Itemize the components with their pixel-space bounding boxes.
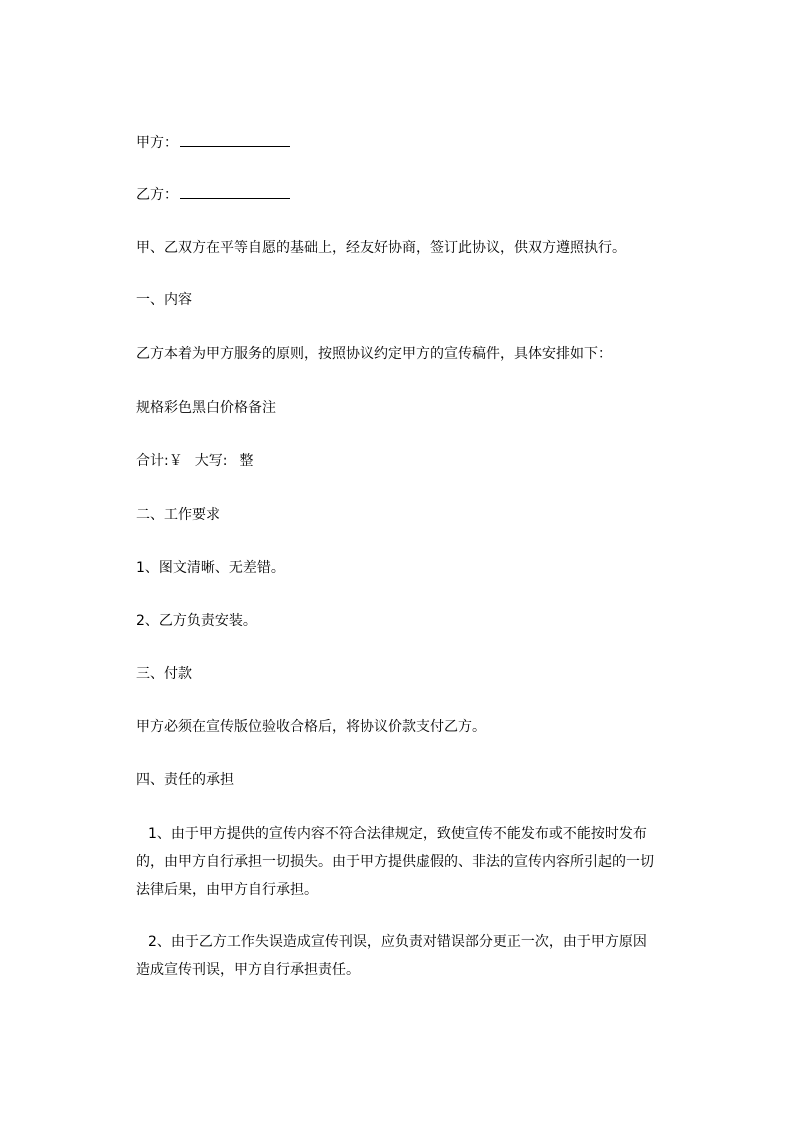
whole-label: 整 (239, 453, 254, 469)
clause1-line2: 的，由甲方自行承担一切损失。由于甲方提供虚假的、非法的宣传内容所引起的一切 (136, 854, 654, 870)
clause1-line3: 法律后果，由甲方自行承担。 (136, 882, 318, 898)
section4-clause2 (136, 928, 696, 984)
clause2-line1: 2、由于乙方工作失误造成宣传刊误，应负责对错误部分更正一次，由于甲方原因 (148, 934, 647, 950)
section2-item1: 1、图文清晰、无差错。 (136, 560, 285, 576)
total-label: 合计:￥ (136, 453, 183, 469)
section2-heading: 二、工作要求 (136, 507, 220, 523)
section2-item2: 2、乙方负责安装。 (136, 613, 257, 629)
section3-heading: 三、付款 (136, 666, 192, 682)
section1-heading: 一、内容 (136, 292, 192, 308)
party-a-blank (180, 132, 290, 147)
party-a-label: 甲方： (136, 135, 178, 151)
section4-clause1 (136, 820, 696, 904)
section4-heading: 四、责任的承担 (136, 772, 234, 788)
uppercase-label: 大写: (194, 453, 228, 469)
clause1-line1: 1、由于甲方提供的宣传内容不符合法律规定，致使宣传不能发布或不能按时发布 (148, 826, 647, 842)
party-b-line (136, 184, 290, 204)
section1-text: 乙方本着为甲方服务的原则，按照协议约定甲方的宣传稿件，具体安排如下： (136, 346, 612, 362)
party-b-label: 乙方： (136, 187, 178, 203)
section1-table-header: 规格彩色黑白价格备注 (136, 400, 276, 416)
party-a-line (136, 132, 290, 152)
party-b-blank (180, 184, 290, 199)
section3-text: 甲方必须在宣传版位验收合格后，将协议价款支付乙方。 (136, 719, 486, 735)
clause2-line2: 造成宣传刊误，甲方自行承担责任。 (136, 962, 360, 978)
section1-total-line (136, 451, 253, 471)
intro-text: 甲、乙双方在平等自愿的基础上，经友好协商，签订此协议，供双方遵照执行。 (136, 240, 626, 256)
